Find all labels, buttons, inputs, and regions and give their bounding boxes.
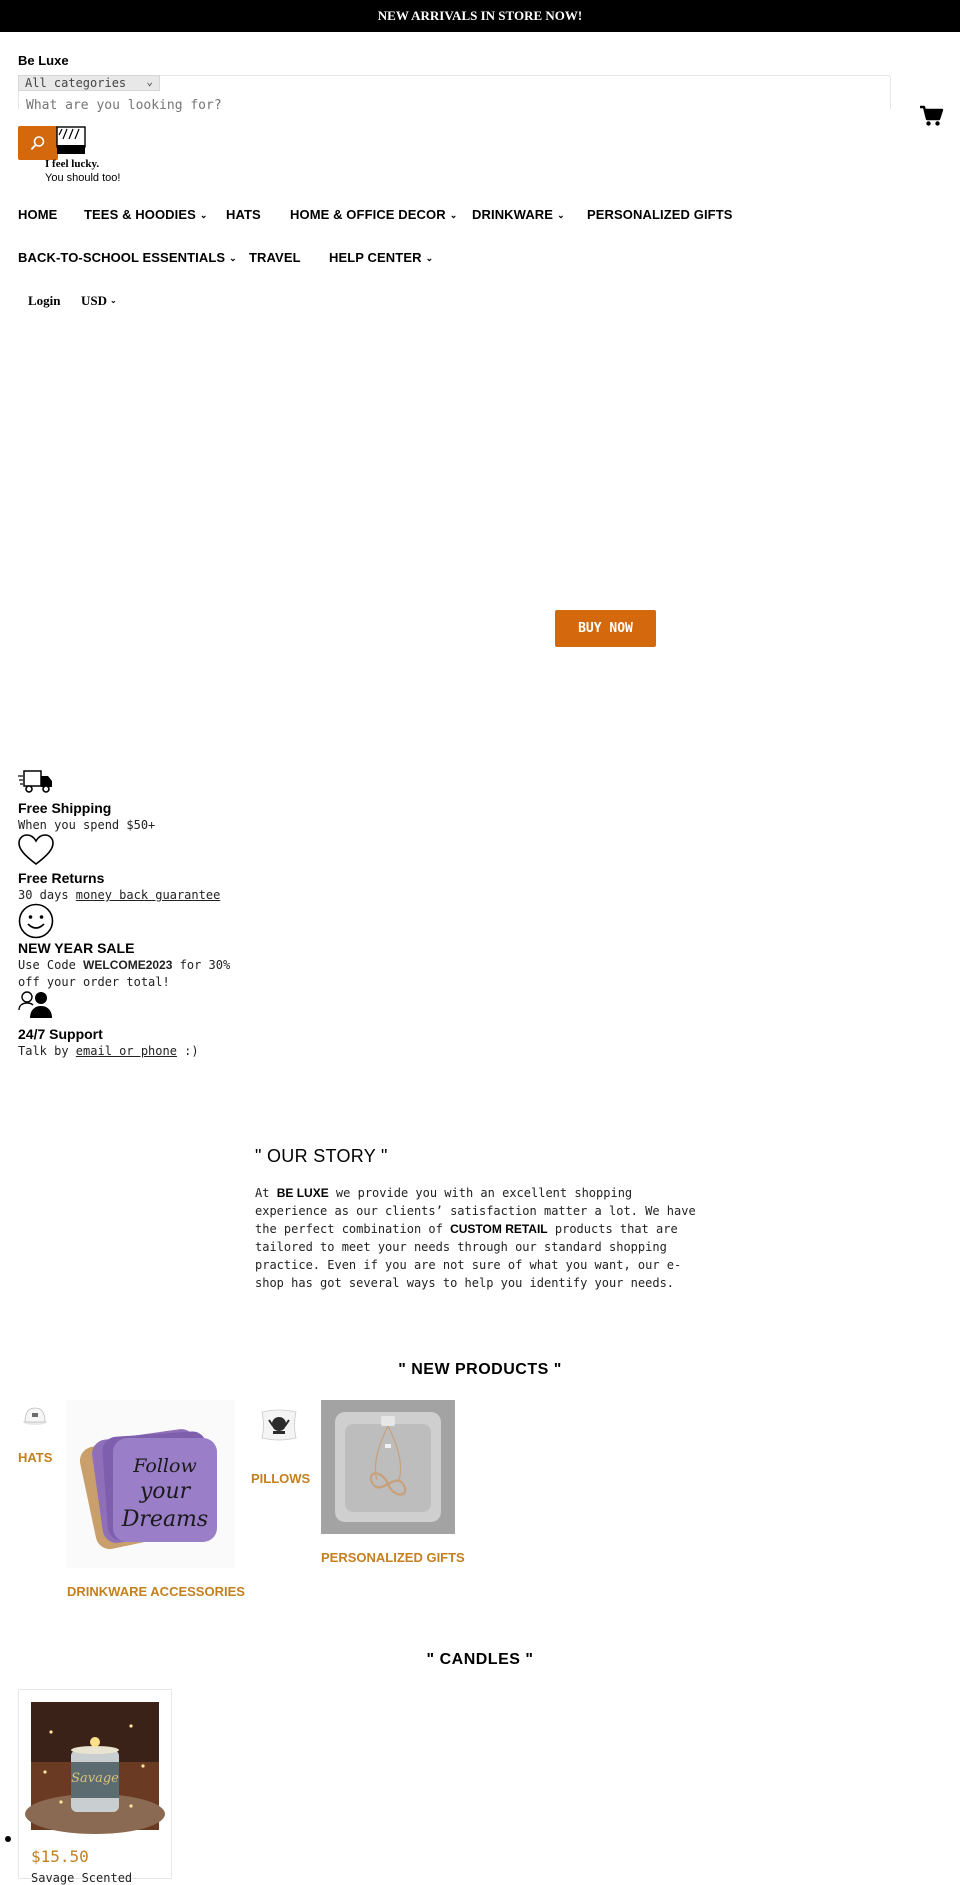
nav-label: DRINKWARE	[472, 207, 554, 222]
hats-collection-image[interactable]	[18, 1398, 52, 1432]
coasters-image	[67, 1400, 235, 1568]
login-link[interactable]: Login	[28, 293, 61, 308]
feature-text-prefix: 30 days	[18, 888, 76, 902]
nav-item-drinkware[interactable]	[472, 207, 565, 222]
new-products-title: " NEW PRODUCTS "	[398, 1361, 562, 1378]
announcement-bar: NEW ARRIVALS IN STORE NOW!	[0, 0, 960, 32]
search-icon	[30, 135, 46, 151]
product-image[interactable]	[31, 1702, 159, 1830]
chevron-down-icon: ⌄	[425, 253, 434, 263]
product-price: $15.50	[31, 1847, 89, 1866]
feature-text-prefix: Talk by	[18, 1044, 76, 1058]
feature-text	[18, 887, 220, 904]
feature-text-suffix: :)	[176, 1044, 199, 1058]
cap-image	[18, 1398, 52, 1432]
svg-text:your: your	[139, 1479, 191, 1504]
story-text-part: we provide you with an excellent shopping experience as our clients’ satisfaction matter a lot. We have the perfect combination of	[255, 1186, 696, 1236]
feature-text-prefix: Use Code	[18, 958, 84, 972]
search-button[interactable]	[18, 126, 58, 160]
feature-title: Free Returns	[18, 870, 105, 886]
personalized-gifts-collection-image[interactable]	[321, 1400, 455, 1534]
search-input[interactable]	[26, 98, 726, 113]
svg-text:Follow: Follow	[133, 1455, 197, 1477]
candle-image	[31, 1702, 159, 1830]
delivery-truck-icon	[18, 768, 54, 794]
promo-code: WELCOME2023	[83, 958, 173, 972]
feature-text: When you spend $50+	[18, 818, 156, 832]
svg-text:Dreams: Dreams	[121, 1507, 209, 1532]
collection-label-personalized-gifts[interactable]: PERSONALIZED GIFTS	[321, 1550, 465, 1565]
candle-image-label: Savage	[71, 1771, 119, 1786]
collection-label-drinkware-accessories[interactable]: DRINKWARE ACCESSORIES	[67, 1584, 245, 1599]
contact-link[interactable]: email or phone	[75, 1044, 177, 1058]
nav-label: BACK-TO-SCHOOL ESSENTIALS	[18, 250, 226, 265]
feature-text-line2: off your order total!	[18, 975, 170, 989]
smiley-icon	[18, 903, 54, 939]
story-text-part: At	[255, 1186, 277, 1200]
nav-item-help-center[interactable]	[329, 250, 433, 265]
collection-label-pillows[interactable]: PILLOWS	[251, 1471, 311, 1486]
feature-text	[18, 957, 230, 991]
logo-icon[interactable]	[56, 125, 86, 155]
support-person-icon	[18, 990, 54, 1020]
feature-title: Free Shipping	[18, 800, 112, 816]
nav-label: HELP CENTER	[329, 250, 422, 265]
story-text-part: products that are tailored to meet your needs through our standard shopping practice. Even if you are not sure of what you want, our e-shop has got several ways to help you identify your needs.	[255, 1222, 682, 1290]
nav-item-personalized-gifts[interactable]	[587, 207, 733, 222]
nav-item-hats[interactable]	[226, 207, 261, 222]
logo-subtitle: You should too!	[45, 172, 121, 184]
store-name[interactable]: Be Luxe	[18, 53, 69, 68]
logo-title: I feel lucky.	[45, 158, 100, 170]
pillows-collection-image[interactable]	[258, 1404, 300, 1446]
currency-select[interactable]	[81, 293, 117, 309]
nav-item-tees-hoodies[interactable]	[84, 207, 208, 222]
buy-now-button[interactable]: BUY NOW	[555, 610, 656, 647]
nav-label: TEES & HOODIES	[84, 207, 196, 222]
nav-label: PERSONALIZED GIFTS	[587, 207, 733, 222]
nav-item-back-to-school[interactable]	[18, 250, 237, 265]
nav-item-home[interactable]	[18, 207, 57, 222]
drinkware-accessories-collection-image[interactable]	[67, 1400, 235, 1568]
chevron-down-icon: ⌄	[449, 210, 458, 220]
story-highlight: CUSTOM RETAIL	[450, 1222, 548, 1236]
feature-title: NEW YEAR SALE	[18, 940, 135, 956]
category-select-value: All categories	[25, 76, 127, 90]
feature-text-suffix: for 30%	[172, 958, 231, 972]
nav-item-travel[interactable]	[249, 250, 301, 265]
story-text	[255, 1184, 705, 1292]
nav-label: HOME	[18, 207, 58, 222]
pillow-image	[258, 1404, 300, 1446]
currency-value: USD	[81, 293, 108, 308]
chevron-down-icon: ⌄	[199, 210, 208, 220]
nav-label: HATS	[226, 207, 261, 222]
story-brand: BE LUXE	[276, 1186, 329, 1200]
money-back-link[interactable]: money back guarantee	[75, 888, 221, 902]
nav-label: HOME & OFFICE DECOR	[290, 207, 446, 222]
candles-title: " CANDLES "	[426, 1651, 534, 1668]
story-title: " OUR STORY "	[255, 1146, 388, 1166]
nav-item-home-office-decor[interactable]	[290, 207, 457, 222]
feature-title: 24/7 Support	[18, 1026, 103, 1042]
chevron-down-icon: ⌄	[557, 210, 565, 220]
chevron-down-icon: ⌄	[146, 75, 153, 88]
product-name[interactable]: Savage Scented	[31, 1871, 133, 1885]
feature-text	[18, 1043, 199, 1060]
nav-label: TRAVEL	[249, 250, 301, 265]
product-card[interactable]	[18, 1689, 172, 1885]
list-bullet	[5, 1836, 11, 1842]
collection-label-hats[interactable]: HATS	[18, 1450, 53, 1465]
necklace-image	[321, 1400, 455, 1534]
category-select[interactable]	[18, 75, 160, 91]
heart-icon	[18, 834, 54, 866]
chevron-down-icon: ⌄	[110, 296, 117, 305]
cart-icon[interactable]	[919, 105, 943, 127]
chevron-down-icon: ⌄	[229, 253, 237, 263]
